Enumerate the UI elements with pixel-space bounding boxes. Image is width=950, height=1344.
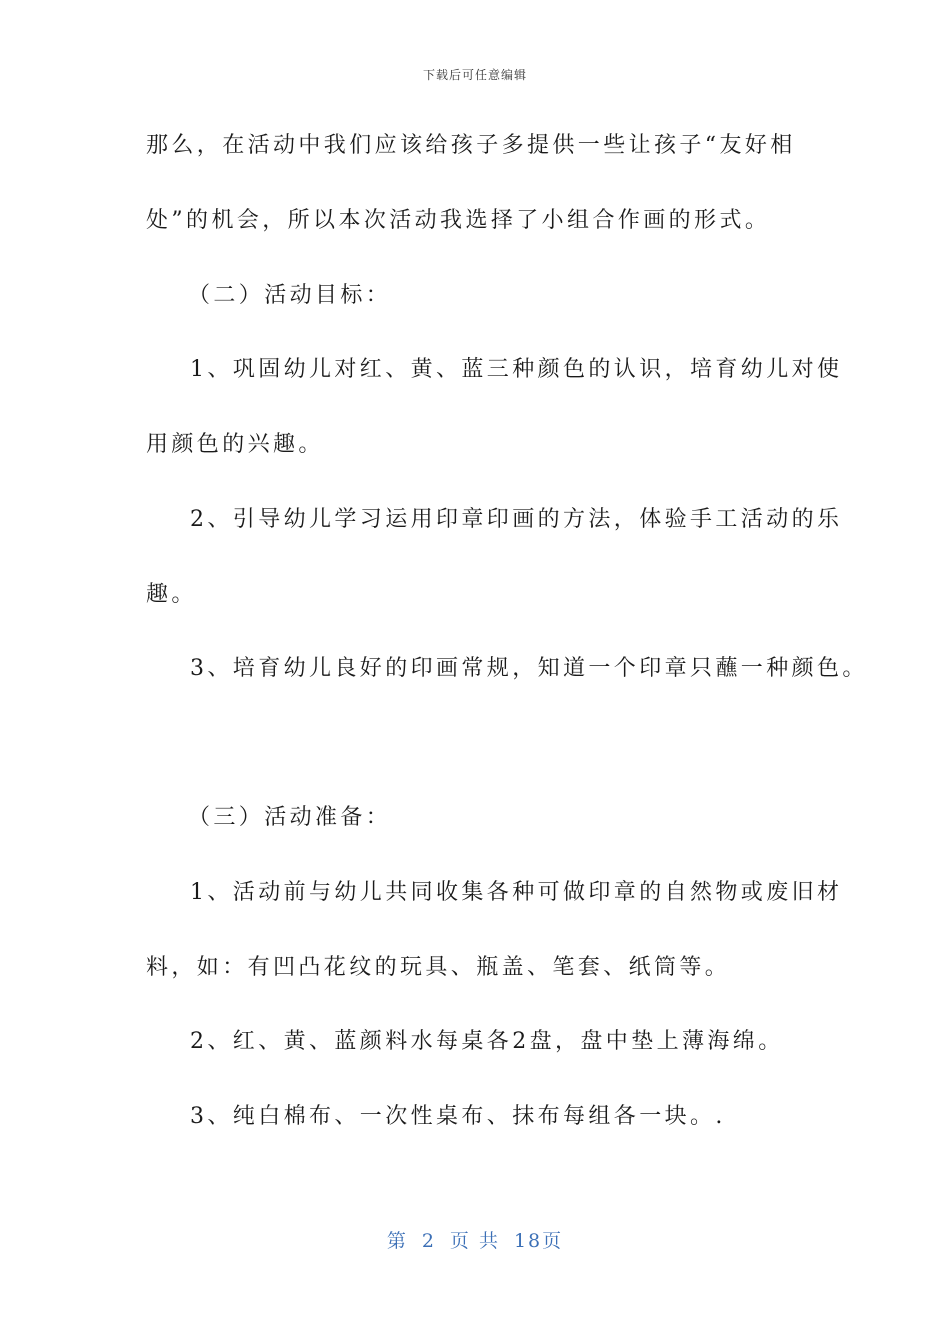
section-heading: （二）活动目标： [188, 283, 392, 308]
page-label-prefix: 第 [386, 1230, 408, 1252]
section-heading: （三）活动准备： [188, 805, 392, 830]
current-page-number: 2 [421, 1230, 436, 1252]
paragraph-line: 处”的机会，所以本次活动我选择了小组合作画的形式。 [146, 208, 771, 233]
page-label-suffix: 页 [542, 1230, 564, 1252]
download-note: 下载后可任意编辑 [422, 68, 527, 82]
paragraph-line: 3、培育幼儿良好的印画常规，知道一个印章只蘸一种颜色。 [190, 656, 868, 681]
total-pages-number: 18 [513, 1230, 543, 1252]
paragraph-line: 那么，在活动中我们应该给孩子多提供一些让孩子“友好相 [146, 133, 796, 158]
page-number-footer [0, 1226, 950, 1253]
page-label-mid: 页 共 [449, 1230, 500, 1252]
paragraph-line: 用颜色的兴趣。 [146, 432, 324, 457]
paragraph-line: 1、活动前与幼儿共同收集各种可做印章的自然物或废旧材 [190, 880, 843, 905]
paragraph-line: 2、红、黄、蓝颜料水每桌各2盘，盘中垫上薄海绵。 [190, 1029, 784, 1054]
paragraph-line: 3、纯白棉布、一次性桌布、抹布每组各一块。. [190, 1104, 726, 1129]
paragraph-line: 料，如：有凹凸花纹的玩具、瓶盖、笔套、纸筒等。 [146, 955, 731, 980]
paragraph-line: 2、引导幼儿学习运用印章印画的方法，体验手工活动的乐 [190, 507, 843, 532]
paragraph-line: 趣。 [146, 582, 197, 607]
paragraph-line: 1、巩固幼儿对红、黄、蓝三种颜色的认识，培育幼儿对使 [190, 357, 843, 382]
